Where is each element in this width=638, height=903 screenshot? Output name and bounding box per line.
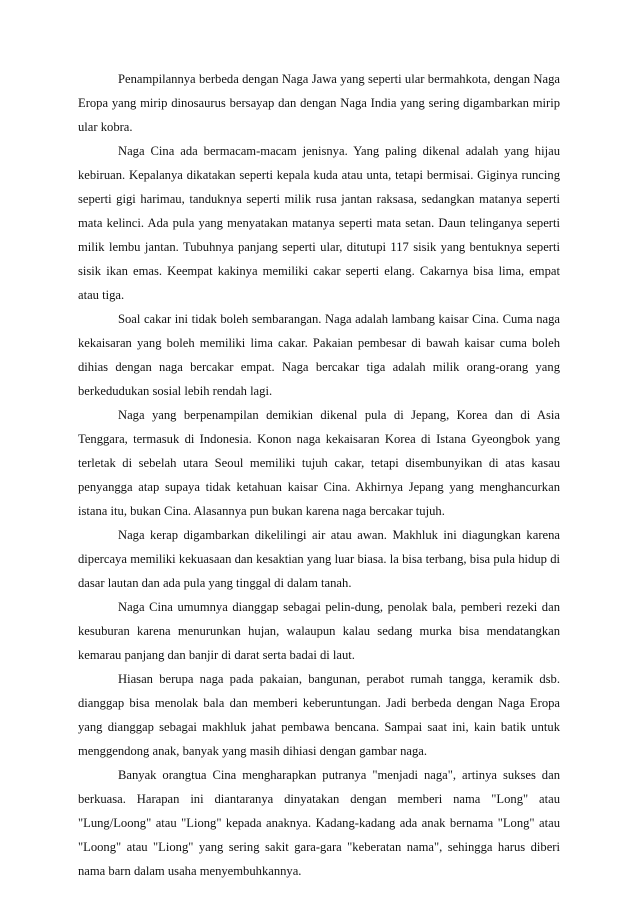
paragraph: Naga Cina umumnya dianggap sebagai pelin-dung, penolak bala, pemberi rezeki dan kesuburan karena menurunkan hujan, walaupun kalau sedang murka bisa mendatangkan kemarau panjang dan banjir di darat serta badai di laut. <box>78 600 560 662</box>
paragraph: Naga yang berpenampilan demikian dikenal pula di Jepang, Korea dan di Asia Tenggara, termasuk di Indonesia. Konon naga kekaisaran Korea di Istana Gyeongbok yang terletak di sebelah utara Seoul memiliki tujuh cakar, tetapi disembunyikan di atas kasau penyangga atap supaya tidak ketahuan kaisar Cina. Akhirnya Jepang yang menghancurkan istana itu, bukan Cina. Alasannya pun bukan karena naga bercakar tujuh. <box>78 408 560 518</box>
paragraph: Banyak orangtua Cina mengharapkan putranya "menjadi naga", artinya sukses dan berkuasa. Harapan ini diantaranya dinyatakan dengan memberi nama "Long" atau "Lung/Loong" atau "Liong" kepada anaknya. Kadang-kadang ada anak bernama "Long" atau "Loong" atau "Liong" yang sering sakit gara-gara "keberatan nama", sehingga harus diberi nama barn dalam usaha menyembuhkannya. <box>78 768 560 878</box>
document-page <box>78 67 560 883</box>
paragraph: Soal cakar ini tidak boleh sembarangan. Naga adalah lambang kaisar Cina. Cuma naga kekaisaran yang boleh memiliki lima cakar. Pakaian pembesar di bawah kaisar cuma boleh dihias dengan naga bercakar empat. Naga bercakar tiga adalah milik orang-orang yang berkedudukan sosial lebih rendah lagi. <box>78 312 560 398</box>
paragraph: Naga kerap digambarkan dikelilingi air atau awan. Makhluk ini diagungkan karena dipercaya memiliki kekuasaan dan kesaktian yang luar biasa. la bisa terbang, bisa pula hidup di dasar lautan dan ada pula yang tinggal di dalam tanah. <box>78 528 560 590</box>
paragraph: Penampilannya berbeda dengan Naga Jawa yang seperti ular bermahkota, dengan Naga Eropa yang mirip dinosaurus bersayap dan dengan Naga India yang sering digambarkan mirip ular kobra. <box>78 72 560 134</box>
paragraph: Hiasan berupa naga pada pakaian, bangunan, perabot rumah tangga, keramik dsb. dianggap bisa menolak bala dan memberi keberuntungan. Jadi berbeda dengan Naga Eropa yang dianggap sebagai makhluk jahat pembawa bencana. Sampai saat ini, kain batik untuk menggendong anak, banyak yang masih dihiasi dengan gambar naga. <box>78 672 560 758</box>
paragraph: Naga Cina ada bermacam-macam jenisnya. Yang paling dikenal adalah yang hijau kebiruan. Kepalanya dikatakan seperti kepala kuda atau unta, tetapi bermisai. Giginya runcing seperti gigi harimau, tanduknya seperti milik rusa jantan raksasa, sedangkan matanya seperti mata kelinci. Ada pula yang menyatakan matanya seperti mata setan. Daun telinganya seperti milik lembu jantan. Tubuhnya panjang seperti ular, ditutupi 117 sisik yang bentuknya seperti sisik ikan emas. Keempat kakinya memiliki cakar seperti elang. Cakarnya bisa lima, empat atau tiga. <box>78 144 560 302</box>
